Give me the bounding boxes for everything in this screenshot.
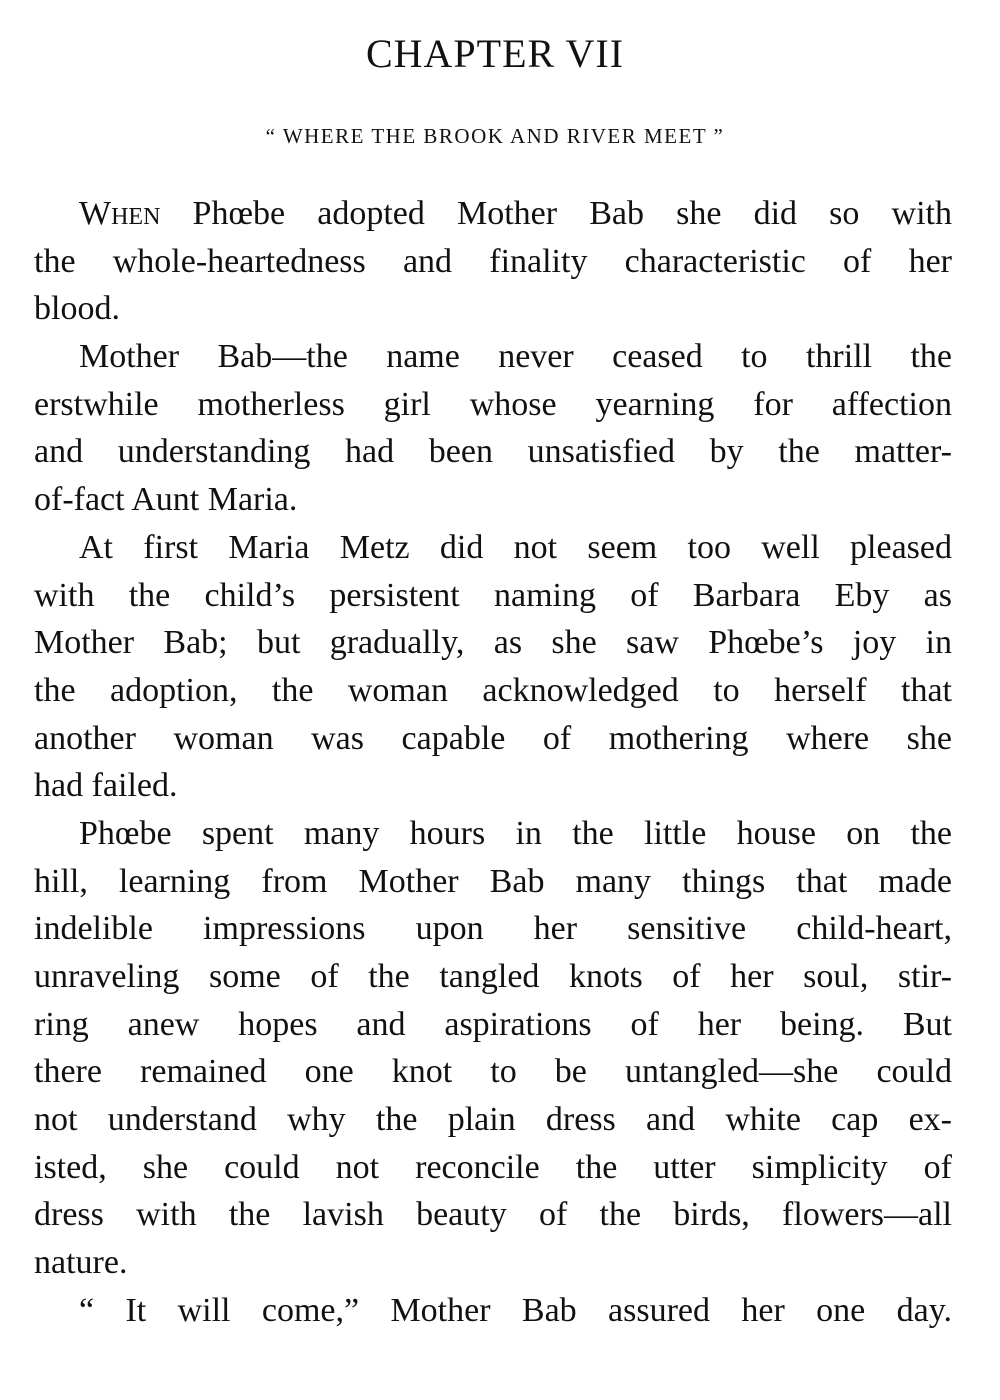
- text-line: Phœbe spent many hours in the little house on the: [79, 814, 952, 852]
- text-line: “ It will come,” Mother Bab assured her one day.: [79, 1291, 952, 1329]
- text-line: nature.: [34, 1244, 128, 1282]
- text-line: the whole-heartedness and finality characteristic of her: [34, 242, 952, 280]
- text-line: Mother Bab—the name never ceased to thrill the: [79, 338, 952, 376]
- text-line: ring anew hopes and aspirations of her being. But: [34, 1005, 952, 1043]
- text-line: another woman was capable of mothering where she: [34, 719, 952, 757]
- text-line: isted, she could not reconcile the utter simplicity of: [34, 1148, 952, 1186]
- text-line: [34, 190, 952, 238]
- text-line: unraveling some of the tangled knots of her soul, stir-: [34, 958, 952, 995]
- chapter-body: [34, 190, 952, 1335]
- text-line: At first Maria Metz did not seem too well pleased: [79, 528, 952, 566]
- text-line: of-fact Aunt Maria.: [34, 481, 298, 519]
- text-line: there remained one knot to be untangled—she could: [34, 1053, 952, 1091]
- chapter-subtitle: “ WHERE THE BROOK AND RIVER MEET ”: [265, 124, 725, 148]
- text-line: had failed.: [34, 767, 178, 805]
- text-line-content: Phœbe adopted Mother Bab she did so with: [160, 195, 952, 232]
- text-line: with the child’s persistent naming of Barbara Eby as: [34, 576, 952, 614]
- text-line: blood.: [34, 290, 120, 328]
- text-line: hill, learning from Mother Bab many things that made: [34, 862, 952, 900]
- text-line: indelible impressions upon her sensitive child-heart,: [34, 910, 952, 948]
- drop-word: When: [79, 195, 161, 232]
- text-line: erstwhile motherless girl whose yearning for affection: [34, 385, 952, 423]
- text-line: not understand why the plain dress and white cap ex-: [34, 1101, 952, 1139]
- text-line: Mother Bab; but gradually, as she saw Phœbe’s joy in: [34, 624, 952, 662]
- chapter-heading: CHAPTER VII: [365, 31, 625, 76]
- text-line: dress with the lavish beauty of the birds, flowers—all: [34, 1196, 952, 1234]
- text-line: the adoption, the woman acknowledged to herself that: [34, 671, 952, 709]
- text-line: and understanding had been unsatisfied by the matter-: [34, 433, 952, 471]
